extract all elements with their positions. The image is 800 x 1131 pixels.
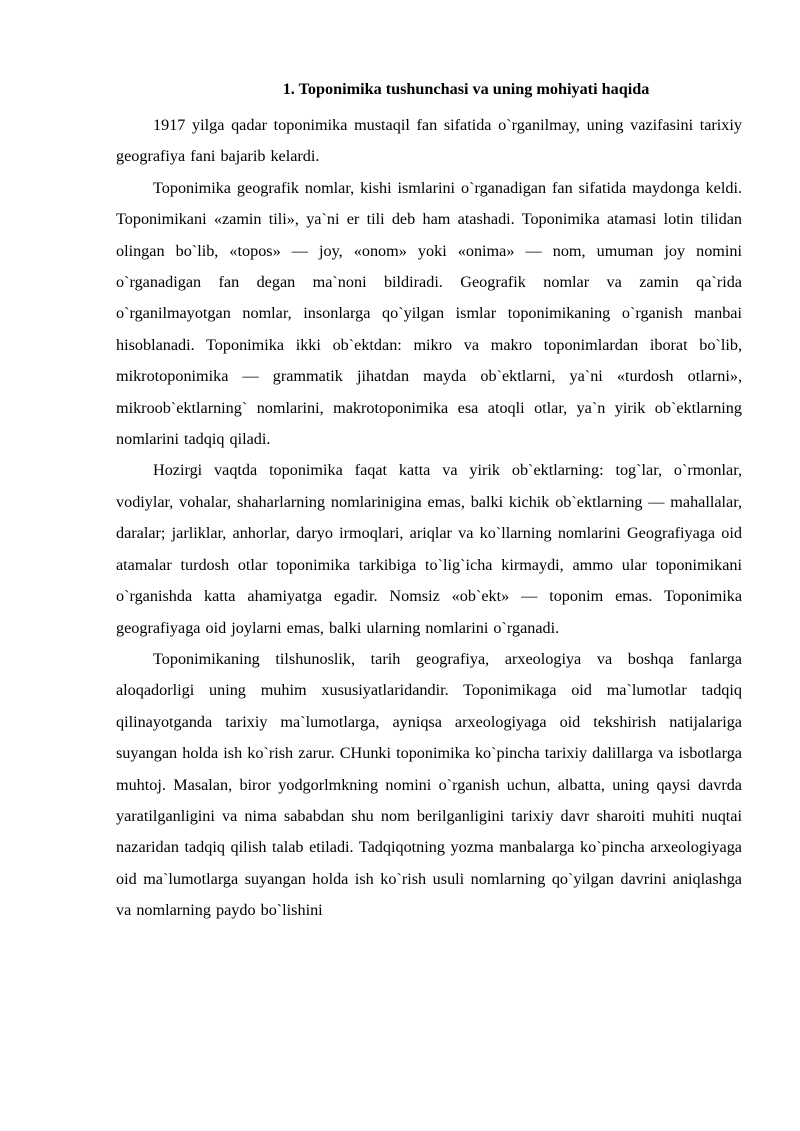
section-title: 1. Toponimika tushunchasi va uning mohiyati haqida xyxy=(282,80,650,98)
paragraph-intro: 1917 yilga qadar toponimika mustaqil fan sifatida o`rganilmay, uning vazifasini tarixiy geografiya fani bajarib kelardi. xyxy=(116,116,742,166)
paragraph-interdisciplinary: Toponimikaning tilshunoslik, tarih geografiya, arxeologiya va boshqa fanlarga aloqadorligi uning muhim xususiyatlaridandir. Toponimikaga oid ma`lumotlar tadqiq qilinayotganda tarixiy ma`lumotlarga, ayniqsa arxeologiyaga oid tekshirish natijalariga suyangan holda ish ko`rish zarur. CHunki toponimika ko`pincha tarixiy dalillarga va isbotlarga muhtoj. Masalan, biror yodgorlmkning nomini o`rganish uchun, albatta, uning qaysi davrda yaratilganligini va nima sababdan shu nom berilganligini tarixiy davr sharoiti muhiti nuqtai nazaridan tadqiq qilish talab etiladi. Tadqiqotning yozma manbalarga ko`pincha arxeologiyaga oid ma`lumotlarga suyangan holda ish ko`rish usuli nomlarning qo`yilgan davrini aniqlashga va nomlarning paydo bo`lishini xyxy=(116,649,742,920)
paragraph-definition: Toponimika geografik nomlar, kishi ismlarini o`rganadigan fan sifatida maydonga keldi. Toponimikani «zamin tili», ya`ni er tili deb ham atashadi. Toponimika atamasi lotin tilidan olingan bo`lib, «topos» — joy, «onom» yoki «onima» — nom, umuman joy nomini o`rganadigan fan degan ma`noni bildiradi. Geografik nomlar va zamin qa`rida o`rganilmayotgan nomlar, insonlarga qo`yilgan ismlar toponimikaning o`rganish manbai hisoblanadi. Toponimika ikki ob`ektdan: mikro va makro toponimlardan iborat bo`lib, mikrotoponimika — grammatik jihatdan mayda ob`ektlarni, ya`ni «turdosh otlarni», mikroob`ektlarning` nomlarini, makrotoponimika esa atoqli otlar, ya`n yirik ob`ektlarning nomlarini tadqiq qiladi. xyxy=(116,178,742,449)
paragraph-modern-scope: Hozirgi vaqtda toponimika faqat katta va yirik ob`ektlarning: tog`lar, o`rmonlar, vodiylar, vohalar, shaharlarning nomlarinigina emas, balki kichik ob`ektlarning — mahallalar, daralar; jarliklar, anhorlar, daryo irmoqlari, ariqlar va ko`llarning nomlarini Geografiyaga oid atamalar turdosh otlar toponimika tarkibiga to`lig`icha kirmaydi, ammo ular toponimikani o`rganishda katta ahamiyatga egadir. Nomsiz «ob`ekt» — toponim emas. Toponimika geografiyaga oid joylarni emas, balki ularning nomlarini o`rganadi. xyxy=(116,461,742,637)
document-page xyxy=(116,72,742,927)
